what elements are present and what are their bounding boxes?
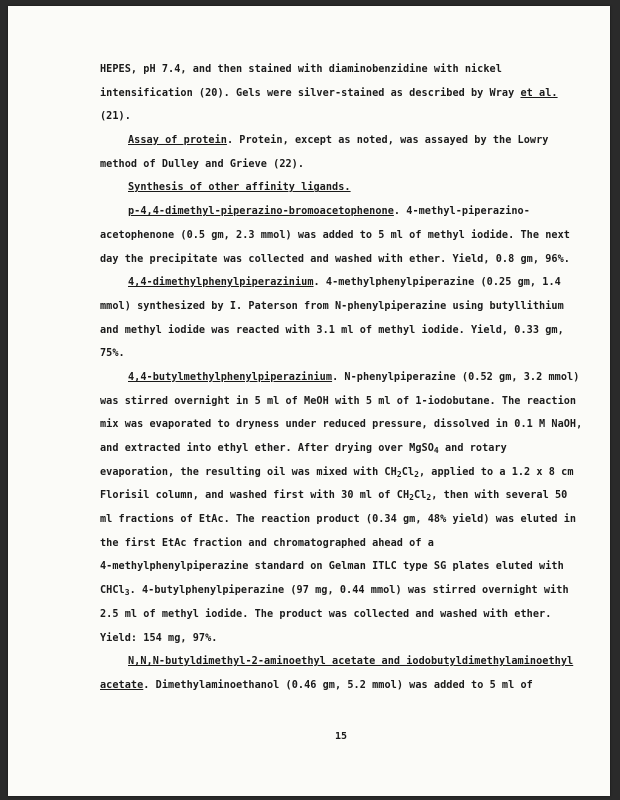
text-run: Cl [401,466,415,478]
text-run: intensification (20). Gels were silver-stained as described by Wray [100,87,521,99]
text-run: evaporation, the resulting oil was mixed with CH [100,466,397,478]
compound-heading: 4,4-dimethylphenylpiperazinium [128,277,314,289]
compound-heading: acetate [100,679,144,691]
text-line [100,627,570,651]
subscript: 2 [414,469,419,479]
text-run: acetophenone (0.5 gm, 2.3 mmol) was added to 5 ml of methyl iodide. The next [100,229,570,241]
text-run: , applied to a 1.2 x 8 cm [418,466,574,478]
text-run: . N-phenylpiperazine (0.52 gm, 3.2 mmol) [332,371,580,383]
text-line [100,674,570,698]
text-run: Florisil column, and washed first with 30 ml of CH [100,490,410,502]
compound-heading: p-4,4-dimethyl-piperazino-bromoacetophenone [128,206,394,218]
text-run: . 4-methylphenylpiperazine (0.25 gm, 1.4 [313,277,561,289]
text-run: . Dimethylaminoethanol (0.46 gm, 5.2 mmol) was added to 5 ml of [143,679,533,691]
text-run: HEPES, pH 7.4, and then stained with diaminobenzidine with nickel [100,64,502,75]
text-run: mmol) synthesized by I. Paterson from N-phenylpiperazine using butyllithium [100,300,564,312]
text-line [100,271,570,295]
subscript: 4 [433,446,439,455]
text-line [100,579,570,603]
compound-heading: 4,4-butylmethylphenylpiperazinium [128,371,333,383]
text-run: Cl [414,490,427,502]
heading-assay-of-protein: Assay of protein [128,135,227,147]
text-run: the first EtAc fraction and chromatographed ahead of a [100,537,434,549]
text-line [100,650,574,674]
text-line [100,319,570,343]
text-run: ml fractions of EtAc. The reaction product (0.34 gm, 48% yield) was eluted in [100,514,577,526]
text-line [100,532,570,556]
text-run: (21). [100,111,131,123]
text-line [100,390,577,414]
text-run: . 4-butylphenylpiperazine (97 mg, 0.44 mmol) was stirred overnight with [129,585,569,597]
text-line [100,224,570,248]
subscript: 2 [396,469,402,479]
subscript: 2 [409,493,415,503]
text-run: day the precipitate was collected and washed with ether. Yield, 0.8 gm, 96%. [100,253,570,265]
text-line [100,200,570,224]
text-run: 4-methylphenylpiperazine standard on Gelman ITLC type SG plates eluted with [100,561,564,573]
text-line [100,437,570,461]
text-run: 2.5 ml of methyl iodide. The product was collected and washed with ether. [100,608,552,620]
text-line [100,295,570,319]
text-line [100,461,574,485]
compound-heading: N,N,N-butyldimethyl-2-aminoethyl acetate and iodobutyldimethylaminoethyl [128,656,574,668]
text-run: Yield: 154 mg, 97%. [100,632,218,644]
text-run: and rotary [438,443,507,454]
text-run: CHCl [100,585,125,597]
text-line [100,153,570,177]
text-run: and extracted into ethyl ether. After drying over MgSO [100,443,434,454]
citation-et-al: et al. [520,87,558,99]
text-run: method of Dulley and Grieve (22). [100,158,305,170]
text-run: and methyl iodide was reacted with 3.1 ml of methyl iodide. Yield, 0.33 gm, [100,324,564,336]
page-number: 15 [335,731,348,742]
body-text [100,58,583,698]
text-line [100,176,570,200]
text-line [100,248,570,272]
text-run: , then with several 50 [431,490,568,502]
text-line [100,82,570,106]
text-line [100,508,577,532]
text-line [100,366,580,390]
text-run: was stirred overnight in 5 ml of MeOH with 5 ml of 1-iodobutane. The reaction [100,395,577,407]
text-line [100,129,570,153]
text-run: mix was evaporated to dryness under reduced pressure, dissolved in 0.1 M NaOH, [100,419,583,431]
heading-synthesis: Synthesis of other affinity ligands. [128,182,351,194]
text-line [100,603,570,627]
text-line [100,105,570,129]
text-run: . 4-methyl-piperazino- [393,206,530,218]
text-line [100,555,570,579]
text-run: . Protein, except as noted, was assayed by the Lowry [226,135,549,147]
text-line [100,58,570,82]
subscript: 3 [124,588,130,598]
text-line [100,413,583,437]
subscript: 2 [426,493,432,503]
text-line [100,484,570,508]
text-line [100,342,570,366]
document-page [8,6,610,796]
text-run: 75%. [100,348,125,360]
